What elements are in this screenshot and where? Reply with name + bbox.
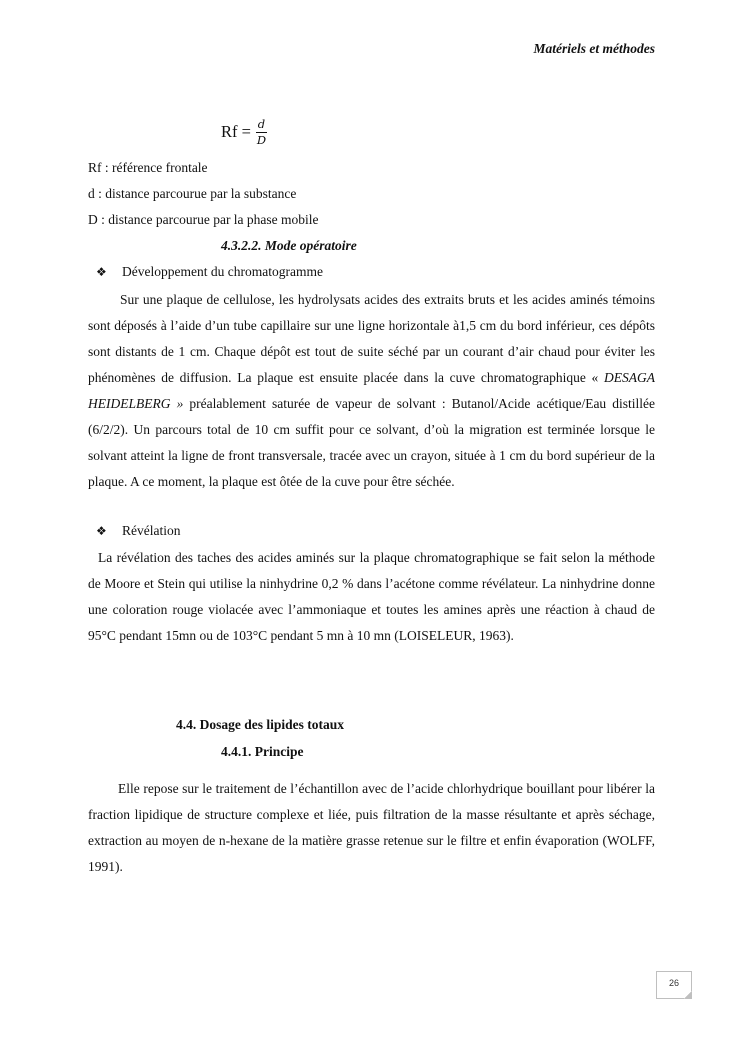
paragraph-development-part2: préalablement saturée de vapeur de solvant : Butanol/Acide acétique/Eau distillée (6/2/2). Un parcours total de 10 cm suffit pour ce solvant, d’où la migration est terminée lorsque le solvant atteint la ligne de front transversale, tracée avec un crayon, située à 1 cm du bord supérieur de la plaque. A ce moment, la plaque est ôtée de la cuve pour être séchée. — [88, 396, 656, 489]
paragraph-development-part1: Sur une plaque de cellulose, les hydrolysats acides des extraits bruts et les acides aminés témoins sont déposés à l’aide d’un tube capillaire sur une ligne horizontale à1,5 cm du bord inférieur, ces dépôts sont distants de 1 cm. Chaque dépôt est tout de suite séché par un courant d’air chaud pour éviter les phénomènes de diffusion. La plaque est ensuite placée dans la cuve chromatographique « — [88, 292, 655, 385]
section-heading-44: 4.4. Dosage des lipides totaux — [176, 717, 345, 732]
definition-D: D : distance parcourue par la phase mobile — [88, 212, 319, 227]
paragraph-development — [88, 287, 655, 495]
formula-fraction — [256, 117, 267, 148]
page-corner-fold — [684, 991, 692, 999]
running-header: Matériels et méthodes — [533, 41, 655, 56]
formula-numerator: d — [257, 116, 266, 131]
diamond-bullet-icon: ❖ — [96, 524, 107, 538]
bullet-revelation — [96, 523, 180, 539]
definition-rf: Rf : référence frontale — [88, 160, 208, 175]
page-number-box — [656, 971, 692, 999]
section-heading-441: 4.4.1. Principe — [221, 744, 304, 759]
brand-name: DESAGA HEIDELBERG » — [88, 370, 655, 411]
bullet-development — [96, 264, 323, 280]
bullet-revelation-label: Révélation — [122, 523, 181, 538]
paragraph-revelation: La révélation des taches des acides aminés sur la plaque chromatographique se fait selon la méthode de Moore et Stein qui utilise la ninhydrine 0,2 % dans l’acétone comme révélateur. La ninhydrine donne une coloration rouge violacée avec l’ammoniaque et toutes les amines après une réaction à chaud de 95°C pendant 15mn ou de 103°C pendant 5 mn à 10 mn (LOISELEUR, 1963). — [88, 550, 655, 643]
diamond-bullet-icon: ❖ — [96, 265, 107, 279]
definition-d: d : distance parcourue par la substance — [88, 186, 297, 201]
formula-denominator: D — [256, 132, 267, 147]
section-heading-4322: 4.3.2.2. Mode opératoire — [221, 238, 357, 253]
bullet-development-label: Développement du chromatogramme — [122, 264, 323, 279]
rf-formula — [221, 112, 267, 152]
page-number: 26 — [669, 978, 680, 988]
paragraph-principe: Elle repose sur le traitement de l’échantillon avec de l’acide chlorhydrique bouillant pour libérer la fraction lipidique de structure complexe et liée, puis filtration de la masse résultante et après séchage, extraction au moyen de n-hexane de la matière grasse retenue sur le filtre et enfin évaporation (WOLFF, 1991). — [88, 781, 655, 874]
formula-lhs: Rf = — [221, 122, 251, 141]
